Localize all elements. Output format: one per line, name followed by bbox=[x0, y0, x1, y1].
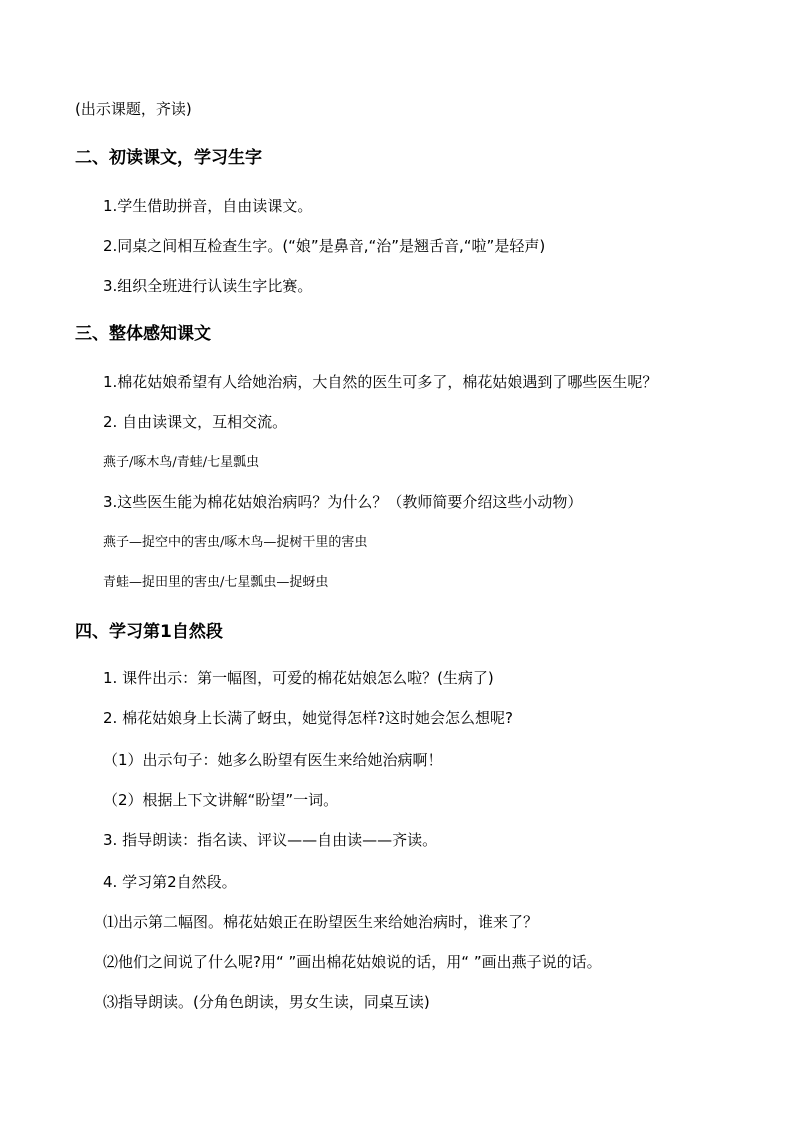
paragraph-line: ⑴出示第二幅图。棉花姑娘正在盼望医生来给她治病时，谁来了？ bbox=[103, 913, 539, 931]
section-heading-2: 二、初读课文，学习生字 bbox=[75, 148, 262, 168]
paragraph-line: 2. 自由读课文，互相交流。 bbox=[103, 413, 288, 431]
paragraph-line: 1.棉花姑娘希望有人给她治病，大自然的医生可多了，棉花姑娘遇到了哪些医生呢？ bbox=[103, 373, 658, 391]
paragraph-line: ⑵他们之间说了什么呢?用“ ”画出棉花姑娘说的话，用“ ”画出燕子说的话。 bbox=[103, 953, 602, 971]
paragraph-line: ⑶指导朗读。(分角色朗读，男女生读，同桌互读) bbox=[103, 993, 430, 1011]
paragraph-line: （1）出示句子：她多么盼望有医生来给她治病啊！ bbox=[103, 751, 443, 769]
section-heading-4: 四、学习第1自然段 bbox=[75, 622, 223, 642]
paragraph-line: 2.同桌之间相互检查生字。(“娘”是鼻音,“治”是翘舌音,“啦”是轻声) bbox=[103, 237, 546, 255]
paragraph-line: 2. 棉花姑娘身上长满了蚜虫，她觉得怎样?这时她会怎么想呢? bbox=[103, 709, 514, 727]
board-note: 燕子—捉空中的害虫/啄木鸟—捉树干里的害虫 bbox=[103, 535, 368, 550]
paragraph-line: 3.组织全班进行认读生字比赛。 bbox=[103, 277, 313, 295]
paragraph-line: 1. 课件出示：第一幅图，可爱的棉花姑娘怎么啦？(生病了) bbox=[103, 669, 494, 687]
section-heading-3: 三、整体感知课文 bbox=[75, 324, 211, 344]
board-note: 青蛙—捉田里的害虫/七星瓢虫—捉蚜虫 bbox=[103, 575, 329, 590]
paragraph-line: 1.学生借助拼音，自由读课文。 bbox=[103, 197, 313, 215]
paragraph-line: 3.这些医生能为棉花姑娘治病吗？为什么？（教师简要介绍这些小动物） bbox=[103, 493, 583, 511]
course-title-note: (出示课题，齐读) bbox=[75, 100, 192, 118]
paragraph-line: （2）根据上下文讲解“盼望”一词。 bbox=[103, 791, 339, 809]
doctor-list: 燕子/啄木鸟/青蛙/七星瓢虫 bbox=[103, 455, 260, 470]
paragraph-line: 3. 指导朗读：指名读、评议——自由读——齐读。 bbox=[103, 831, 438, 849]
paragraph-line: 4. 学习第2自然段。 bbox=[103, 873, 237, 891]
